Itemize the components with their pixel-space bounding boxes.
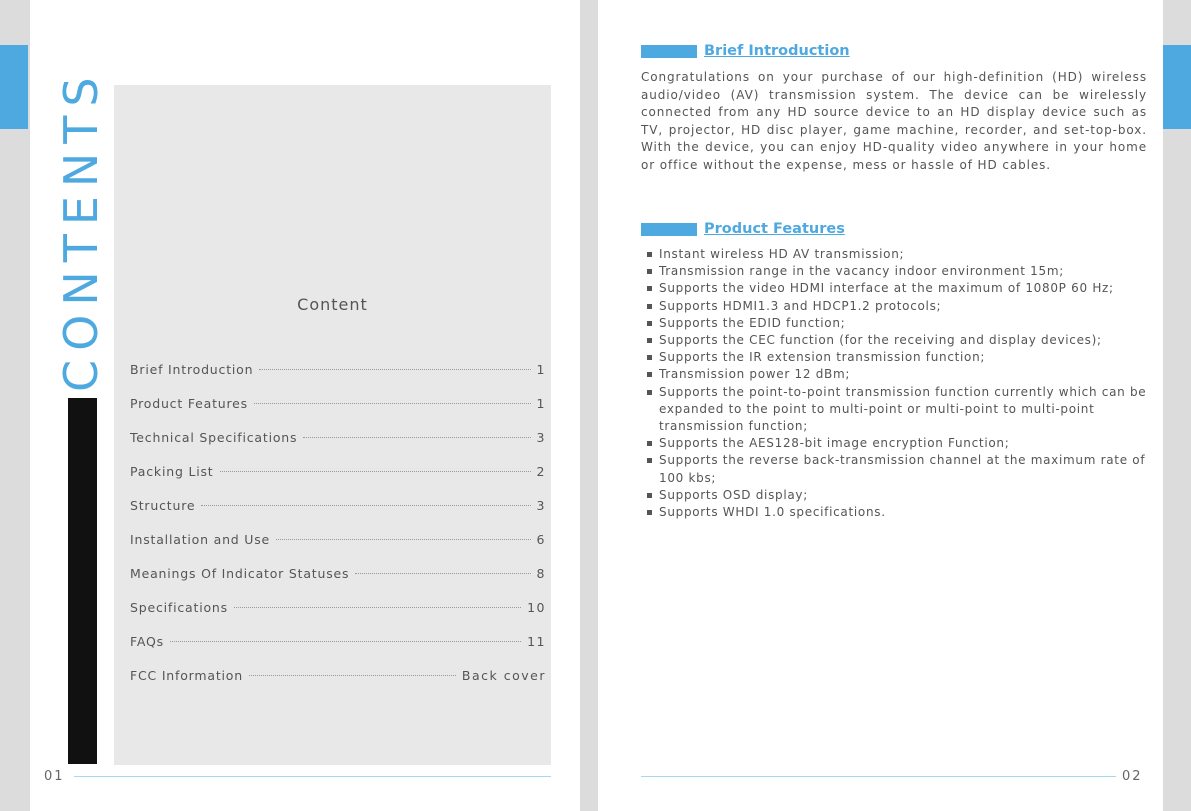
toc-page-number: 1 [536, 396, 546, 411]
toc-label: Product Features [130, 396, 248, 411]
feature-item [647, 263, 1147, 280]
contents-vertical-title: CONTENTS [54, 68, 108, 392]
toc-label: Technical Specifications [130, 430, 298, 445]
toc-leader [249, 675, 456, 676]
toc-label: Specifications [130, 600, 228, 615]
bullet-square-icon [647, 493, 652, 498]
toc-page-number: 3 [536, 430, 546, 445]
toc-label: FCC Information [130, 668, 243, 683]
toc-label: FAQs [130, 634, 164, 649]
right-edge-tab [1163, 45, 1191, 129]
feature-text: Instant wireless HD AV transmission; [659, 247, 905, 261]
decorative-black-bar [68, 398, 97, 764]
toc-page-number: 11 [527, 634, 546, 649]
toc-row-product-features[interactable] [130, 396, 546, 430]
feature-text: Transmission power 12 dBm; [659, 367, 851, 382]
feature-item [647, 504, 1147, 521]
bullet-square-icon [647, 510, 652, 515]
bullet-square-icon [647, 269, 652, 274]
feature-item [647, 452, 1147, 486]
toc-page-number: 8 [536, 566, 546, 581]
feature-text: Supports the AES128-bit image encryption Function; [659, 436, 1010, 451]
brief-introduction-title: Brief Introduction [704, 43, 850, 59]
bullet-square-icon [647, 372, 652, 377]
toc-label: Installation and Use [130, 532, 271, 547]
left-edge-tab [0, 45, 28, 129]
toc-page-number: Back cover [461, 668, 546, 683]
toc-page-number: 1 [536, 362, 546, 377]
toc-leader [234, 607, 521, 608]
product-features-title: Product Features [704, 221, 845, 237]
feature-item [647, 487, 1147, 504]
toc-leader [303, 437, 530, 438]
left-page-number: 01 [44, 769, 65, 784]
toc-leader [276, 539, 530, 540]
feature-text: Supports OSD display; [659, 487, 808, 502]
feature-text: Supports the IR extension transmission function; [659, 350, 986, 365]
bullet-square-icon [647, 286, 652, 291]
feature-item [647, 298, 1147, 315]
features-list [647, 246, 1147, 521]
feature-text: Supports HDMI1.3 and HDCP1.2 protocols; [659, 298, 942, 313]
brief-introduction-text: Congratulations on your purchase of our high-definition (HD) wireless audio/video (AV) transmission system. The device can be wirelessly connected from any HD source device to an HD display device such as TV, projector, HD disc player, game machine, recorder, and set-top-box. With the device, you can enjoy HD-quality video anywhere in your home or office without the expense, mess or hassle of HD cables. [641, 70, 1147, 172]
toc-row-specifications[interactable] [130, 600, 546, 634]
toc-leader [201, 505, 530, 506]
toc-leader [170, 641, 521, 642]
left-footer-rule [74, 776, 551, 777]
toc-label: Structure [130, 498, 196, 513]
bullet-square-icon [647, 321, 652, 326]
bullet-square-icon [647, 338, 652, 343]
feature-item [647, 332, 1147, 349]
bullet-square-icon [647, 252, 652, 257]
toc-leader [254, 403, 531, 404]
feature-text: Supports the reverse back-transmission channel at the maximum rate of 100 kbs; [659, 453, 1146, 485]
toc-leader [355, 573, 530, 574]
feature-item [647, 366, 1147, 383]
toc-label: Packing List [130, 464, 214, 479]
toc-panel [114, 85, 551, 765]
bullet-square-icon [647, 441, 652, 446]
feature-text: Supports the EDID function; [659, 315, 846, 330]
feature-item [647, 315, 1147, 332]
right-page-number: 02 [1122, 769, 1143, 784]
bullet-square-icon [647, 355, 652, 360]
feature-item [647, 280, 1147, 297]
feature-text: Transmission range in the vacancy indoor environment 15m; [659, 264, 1064, 279]
toc-row-structure[interactable] [130, 498, 546, 532]
feature-item [647, 246, 1147, 263]
toc-title: Content [297, 295, 368, 314]
toc-page-number: 6 [536, 532, 546, 547]
toc-leader [220, 471, 531, 472]
toc-page-number: 2 [536, 464, 546, 479]
toc-row-indicator-statuses[interactable] [130, 566, 546, 600]
bullet-square-icon [647, 458, 652, 463]
toc-list [130, 362, 546, 702]
feature-text: Supports the point-to-point transmission function currently which can be expanded to the point to multi-point or multi-point to multi-point transmission function; [659, 384, 1147, 434]
bullet-square-icon [647, 390, 652, 395]
feature-text: Supports the CEC function (for the receiving and display devices); [659, 333, 1102, 348]
feature-text: Supports WHDI 1.0 specifications. [659, 505, 886, 520]
toc-label: Brief Introduction [130, 362, 254, 377]
feature-item [647, 384, 1147, 436]
toc-page-number: 3 [536, 498, 546, 513]
toc-row-fcc-information[interactable] [130, 668, 546, 702]
toc-leader [259, 369, 530, 370]
toc-row-installation-and-use[interactable] [130, 532, 546, 566]
right-footer-rule [641, 776, 1116, 777]
heading-accent-bar [641, 223, 697, 236]
toc-row-technical-specifications[interactable] [130, 430, 546, 464]
heading-accent-bar [641, 45, 697, 58]
feature-item [647, 349, 1147, 366]
product-features-heading [641, 221, 845, 237]
feature-text: Supports the video HDMI interface at the maximum of 1080P 60 Hz; [659, 281, 1114, 296]
toc-page-number: 10 [527, 600, 546, 615]
feature-item [647, 435, 1147, 452]
toc-row-brief-introduction[interactable] [130, 362, 546, 396]
toc-label: Meanings Of Indicator Statuses [130, 566, 350, 581]
toc-row-packing-list[interactable] [130, 464, 546, 498]
toc-row-faqs[interactable] [130, 634, 546, 668]
bullet-square-icon [647, 304, 652, 309]
brief-introduction-heading [641, 43, 850, 59]
